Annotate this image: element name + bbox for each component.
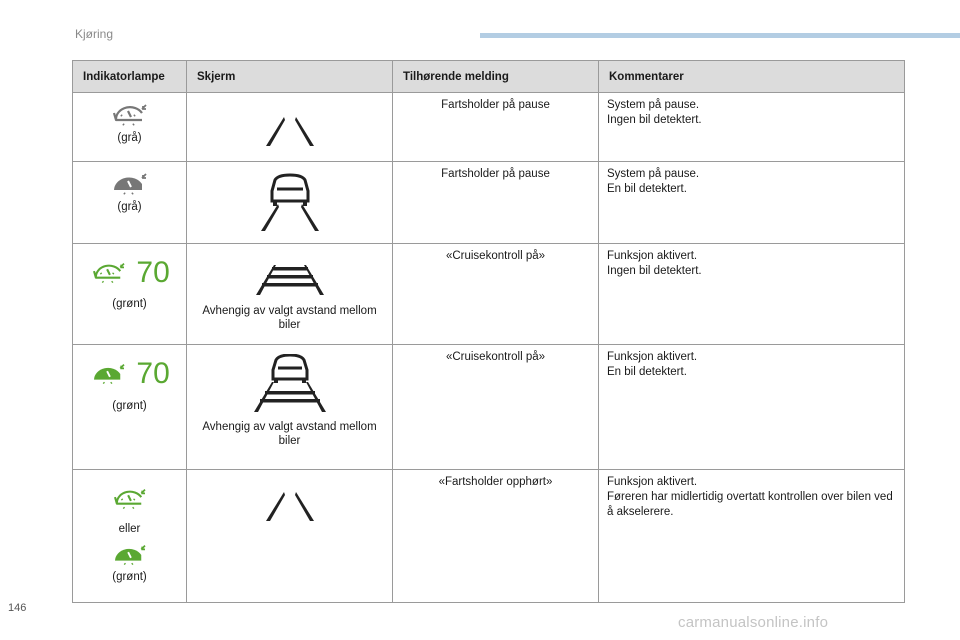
cruise-control-filled-icon	[109, 168, 151, 200]
table-row	[73, 162, 905, 244]
comment-text	[599, 162, 904, 197]
comment-line: Funksjon aktivert.	[607, 476, 698, 488]
distance-bars-icon	[240, 261, 340, 297]
screen-cell	[187, 244, 393, 345]
comment-line: Ingen bil detektert.	[607, 265, 702, 277]
indicator-caption: (grønt)	[112, 400, 147, 412]
cruise-control-filled-icon	[110, 540, 150, 570]
message-text: Fartsholder på pause	[441, 99, 550, 111]
comment-line: Funksjon aktivert.	[607, 250, 698, 262]
message-text: «Cruisekontroll på»	[445, 250, 546, 262]
message-text: «Fartsholder opphørt»	[438, 476, 553, 488]
comment-cell	[599, 470, 905, 603]
indicator-caption: (grå)	[117, 201, 142, 213]
screen-cell	[187, 93, 393, 162]
watermark: carmanualsonline.info	[678, 614, 829, 631]
cruise-control-outline-icon	[110, 484, 150, 514]
screen-cell	[187, 162, 393, 244]
screen-cell	[187, 470, 393, 603]
table-row	[73, 345, 905, 470]
indicator-cell	[73, 244, 187, 345]
column-header-message: Tilhørende melding	[393, 61, 599, 93]
set-speed-value: 70	[136, 357, 170, 390]
indicator-cell	[73, 162, 187, 244]
cruise-control-outline-icon	[109, 99, 151, 131]
comment-line: Ingen bil detektert.	[607, 114, 702, 126]
column-header-indicator: Indikatorlampe	[73, 61, 187, 93]
comment-text	[599, 470, 904, 520]
screen-caption: Avhengig av valgt avstand mellom biler	[202, 305, 377, 331]
indicator-cell	[73, 470, 187, 603]
car-distance-bars-icon	[238, 354, 342, 414]
lane-lines-icon	[242, 488, 338, 524]
message-cell	[393, 244, 599, 345]
indicator-or-label: eller	[118, 523, 141, 535]
screen-cell	[187, 345, 393, 470]
indicator-group	[73, 359, 186, 391]
section-title: Kjøring	[75, 27, 114, 41]
table-header-row	[73, 61, 905, 93]
section-header-bar	[480, 33, 960, 38]
indicator-caption: (grønt)	[112, 571, 147, 583]
indicator-cell	[73, 345, 187, 470]
indicator-caption: (grønt)	[112, 298, 147, 310]
table-row	[73, 470, 905, 603]
indicator-table	[72, 60, 905, 603]
comment-cell	[599, 162, 905, 244]
comment-text	[599, 244, 904, 279]
car-lane-lines-icon	[235, 173, 345, 233]
comment-line: En bil detektert.	[607, 183, 687, 195]
message-cell	[393, 345, 599, 470]
indicator-group	[73, 258, 186, 290]
comment-cell	[599, 244, 905, 345]
comment-text	[599, 93, 904, 128]
screen-caption: Avhengig av valgt avstand mellom biler	[202, 421, 377, 447]
indicator-cell	[73, 93, 187, 162]
column-header-comments: Kommentarer	[599, 61, 905, 93]
page-number: 146	[8, 602, 27, 614]
indicator-caption: (grå)	[117, 132, 142, 144]
comment-text	[599, 345, 904, 380]
comment-line: Funksjon aktivert.	[607, 351, 698, 363]
table-row	[73, 93, 905, 162]
comment-cell	[599, 345, 905, 470]
set-speed-value: 70	[136, 256, 170, 289]
comment-line: En bil detektert.	[607, 366, 687, 378]
column-header-screen: Skjerm	[187, 61, 393, 93]
message-cell	[393, 470, 599, 603]
table-row	[73, 244, 905, 345]
message-cell	[393, 93, 599, 162]
lane-lines-icon	[242, 113, 338, 149]
cruise-control-outline-icon	[89, 258, 129, 288]
message-cell	[393, 162, 599, 244]
message-text: «Cruisekontroll på»	[445, 351, 546, 363]
comment-line: System på pause.	[607, 168, 700, 180]
cruise-control-filled-icon	[89, 359, 129, 389]
comment-line: Føreren har midlertidig overtatt kontrollen over bilen ved å akselerere.	[607, 491, 893, 518]
comment-cell	[599, 93, 905, 162]
message-text: Fartsholder på pause	[441, 168, 550, 180]
comment-line: System på pause.	[607, 99, 700, 111]
